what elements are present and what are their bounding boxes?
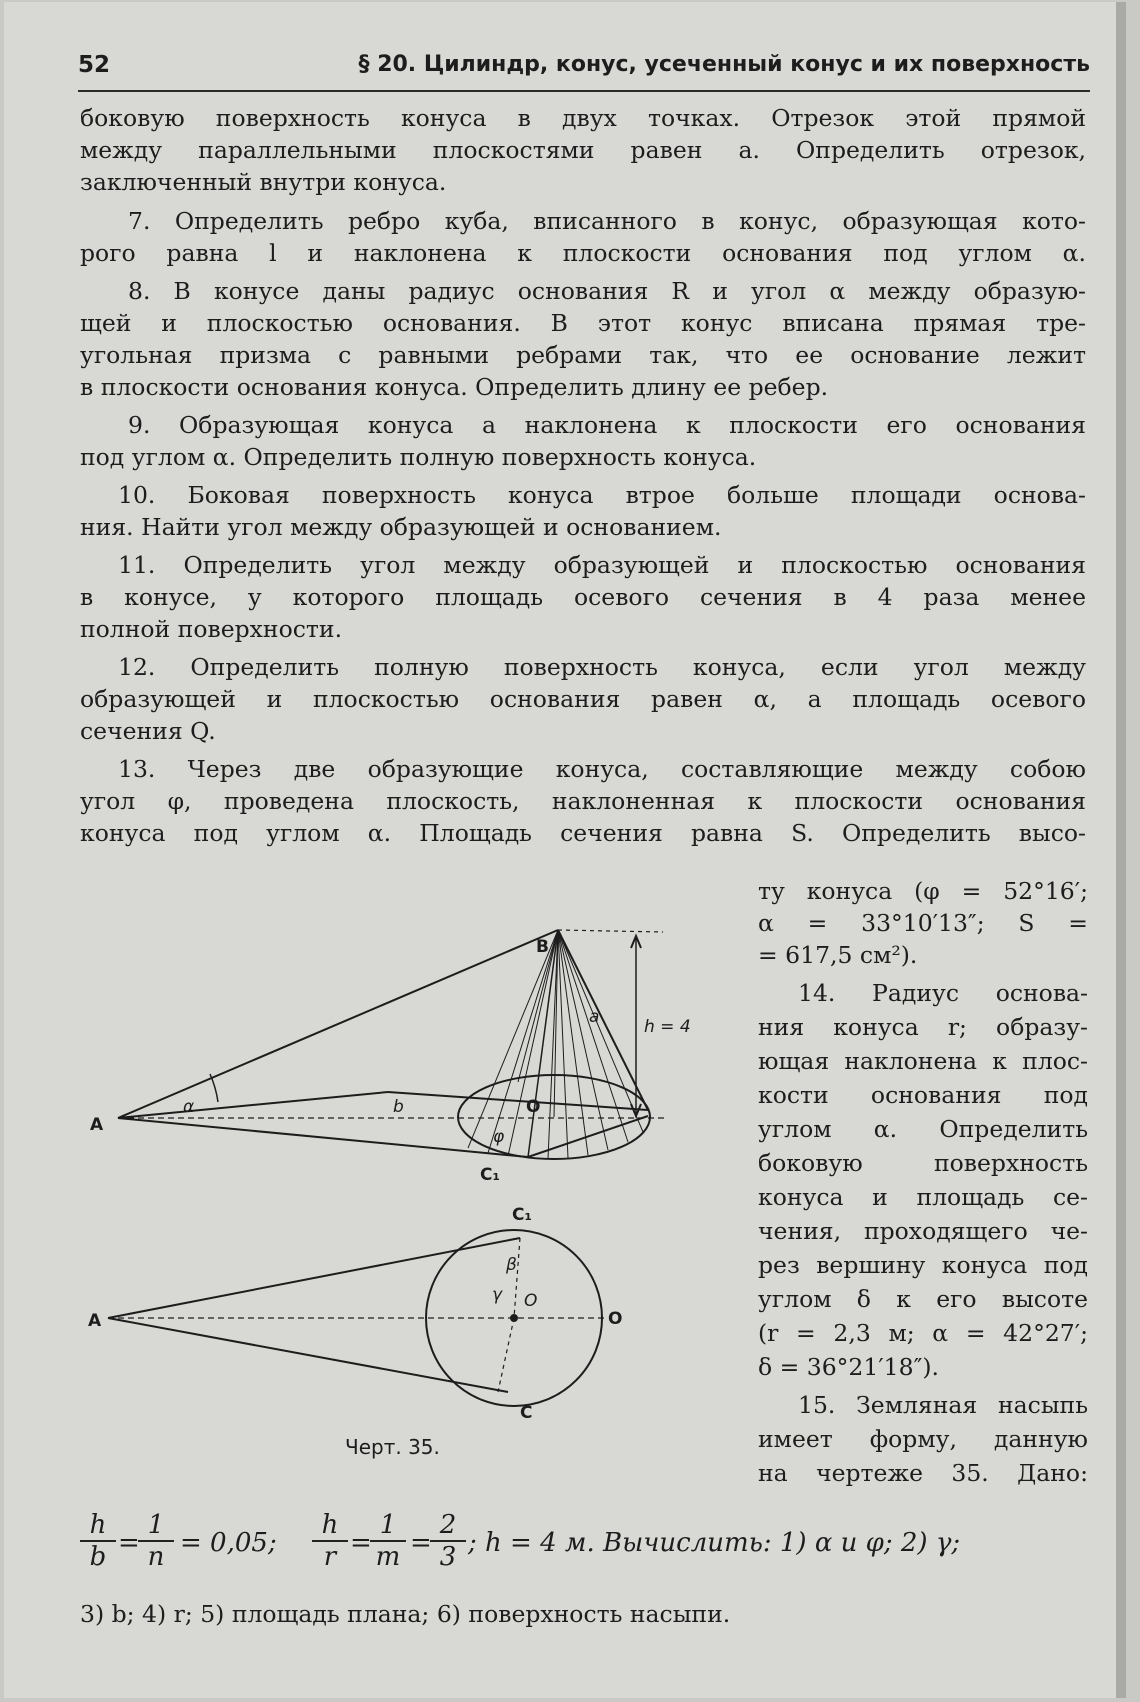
right-text-line: имеет форму, данную xyxy=(758,1425,1088,1453)
label-A-top: A xyxy=(90,1115,104,1135)
right-text-line: углом α. Определить xyxy=(758,1115,1088,1143)
right-text-line: ющая наклонена к плос- xyxy=(758,1047,1088,1075)
cone-figure xyxy=(88,902,728,1442)
text-line: полной поверхности. xyxy=(80,615,343,643)
text-line: под углом α. Определить полную поверхность конуса. xyxy=(80,443,757,471)
fraction-h-r: $\frac{h}{r}$ xyxy=(312,1510,348,1572)
right-text-line: = 617,5 см²). xyxy=(758,941,918,969)
problem-11: 11. Определить угол между образующей и плоскостью основания xyxy=(118,551,1086,579)
text-line: заключенный внутри конуса. xyxy=(80,168,447,196)
label-alpha: α xyxy=(183,1097,195,1117)
label-h4: h = 4 xyxy=(644,1017,691,1037)
text-line: щей и плоскостью основания. В этот конус вписана прямая тре- xyxy=(80,309,1086,337)
text-line: рого равна l и наклонена к плоскости основания под углом α. xyxy=(80,239,1086,267)
right-text-line: боковую поверхность xyxy=(758,1149,1088,1177)
label-gamma: γ xyxy=(492,1285,503,1305)
text-line: боковую поверхность конуса в двух точках. Отрезок этой прямой xyxy=(80,104,1086,132)
fraction-1-m: $\frac{1}{m}$ xyxy=(370,1510,406,1572)
formula-line: $\frac{h}{b}$ = $\frac{1}{n}$ = 0,05; $\frac{h}{r}$ = $\frac{1}{m}$ = $\frac{2}{3}$ ; h = 4 м. Вычислить: 1) α и φ; 2) γ; xyxy=(80,1510,1090,1580)
right-text-line: (r = 2,3 м; α = 42°27′; xyxy=(758,1319,1088,1347)
right-text-line: ния конуса r; образу- xyxy=(758,1013,1088,1041)
label-b: b xyxy=(393,1097,404,1117)
label-C-bottom: C xyxy=(520,1403,533,1423)
fraction-1-n: $\frac{1}{n}$ xyxy=(138,1510,174,1572)
text-line: образующей и плоскостью основания равен α, а площадь осевого xyxy=(80,685,1086,713)
label-A-bottom: A xyxy=(88,1311,102,1331)
label-B: B xyxy=(536,937,549,957)
text-line: ния. Найти угол между образующей и основанием. xyxy=(80,513,722,541)
text-line: сечения Q. xyxy=(80,717,216,745)
page-number: 52 xyxy=(78,52,111,78)
problem-7: 7. Определить ребро куба, вписанного в конус, образующая кото- xyxy=(128,207,1086,235)
right-text-line: на чертеже 35. Дано: xyxy=(758,1459,1088,1487)
right-text-line: углом δ к его высоте xyxy=(758,1285,1088,1313)
problem-9: 9. Образующая конуса a наклонена к плоскости его основания xyxy=(128,411,1086,439)
problem-15: 15. Земляная насыпь xyxy=(798,1391,1088,1419)
right-text-line: α = 33°10′13″; S = xyxy=(758,909,1088,937)
figure-caption: Черт. 35. xyxy=(345,1435,440,1459)
problem-12: 12. Определить полную поверхность конуса, если угол между xyxy=(118,653,1086,681)
label-C1-top: C₁ xyxy=(480,1165,500,1185)
label-O-top: O xyxy=(526,1097,541,1117)
text-line: в конусе, у которого площадь осевого сечения в 4 раза менее xyxy=(80,583,1086,611)
section-title: § 20. Цилиндр, конус, усеченный конус и их поверхность xyxy=(358,52,1090,77)
label-O-bottom: O xyxy=(608,1309,623,1329)
page-header xyxy=(78,50,1090,92)
text-line: в плоскости основания конуса. Определить длину ее ребер. xyxy=(80,373,829,401)
right-text-line: рез вершину конуса под xyxy=(758,1251,1088,1279)
text-line: угольная призма с равными ребрами так, что ее основание лежит xyxy=(80,341,1086,369)
right-text-line: кости основания под xyxy=(758,1081,1088,1109)
problem-13: 13. Через две образующие конуса, составляющие между собою xyxy=(118,755,1086,783)
fraction-h-b: $\frac{h}{b}$ xyxy=(80,1510,116,1572)
right-text-line: ту конуса (φ = 52°16′; xyxy=(758,877,1088,905)
label-beta: β xyxy=(506,1255,517,1275)
label-a: a xyxy=(589,1007,600,1027)
right-text-line: δ = 36°21′18″). xyxy=(758,1353,939,1381)
text-line: между параллельными плоскостями равен a. Определить отрезок, xyxy=(80,136,1086,164)
text-line: угол φ, проведена плоскость, наклоненная к плоскости основания xyxy=(80,787,1086,815)
right-text-line: чения, проходящего че- xyxy=(758,1217,1088,1245)
label-C1-bottom: C₁ xyxy=(512,1205,532,1225)
fraction-2-3: $\frac{2}{3}$ xyxy=(430,1510,466,1572)
problem-10: 10. Боковая поверхность конуса втрое больше площади основа- xyxy=(118,481,1086,509)
text-line: конуса под углом α. Площадь сечения равна S. Определить высо- xyxy=(80,819,1086,847)
right-text-line: конуса и площадь се- xyxy=(758,1183,1088,1211)
problem-8: 8. В конусе даны радиус основания R и угол α между образую- xyxy=(128,277,1086,305)
problem-14: 14. Радиус основа- xyxy=(798,979,1088,1007)
label-O-center: O xyxy=(524,1291,538,1311)
label-phi: φ xyxy=(493,1127,505,1147)
bottom-line: 3) b; 4) r; 5) площадь плана; 6) поверхность насыпи. xyxy=(80,1600,731,1628)
